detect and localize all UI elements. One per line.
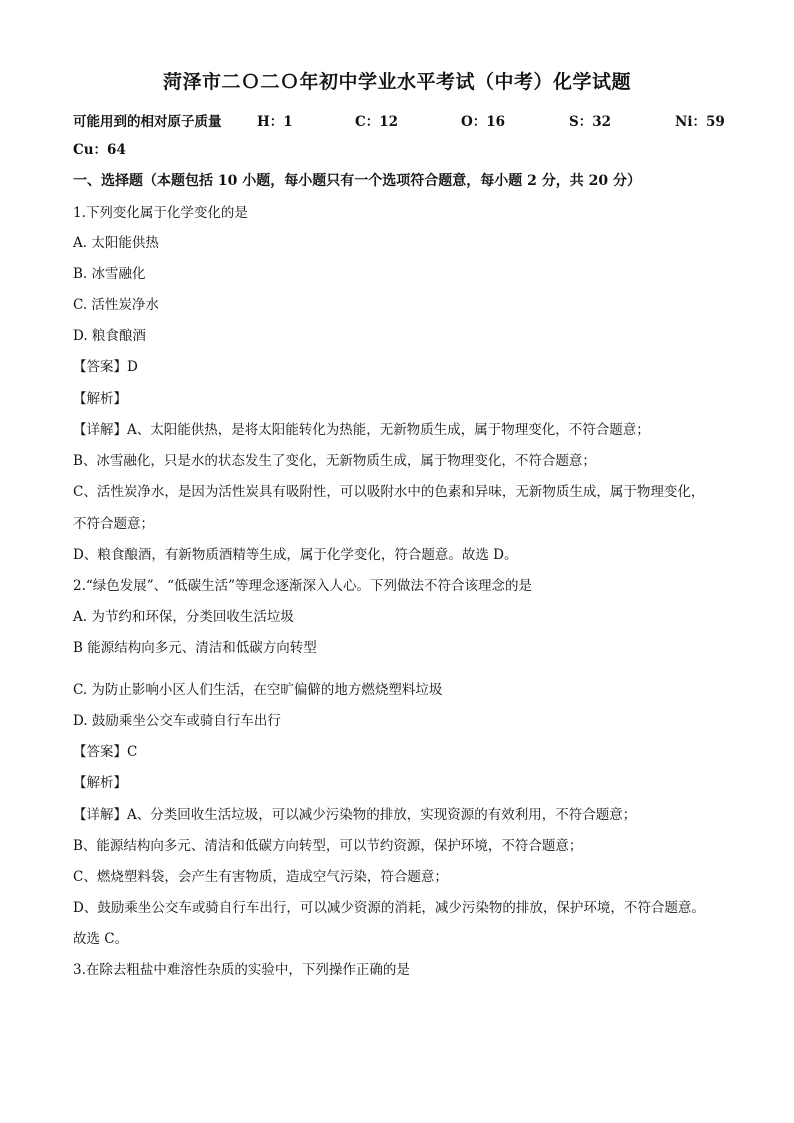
q2-detail-a: 【详解】A、分类回收生活垃圾，可以减少污染物的排放，实现资源的有效利用，不符合题意； — [73, 807, 637, 823]
q2-answer: 【答案】C — [73, 744, 138, 760]
atomic-mass-label: 可能用到的相对原子质量 — [73, 114, 222, 130]
q2-detail-c: C、燃烧塑料袋，会产生有害物质，造成空气污染，符合题意； — [73, 869, 448, 885]
mass-h: H：1 — [257, 114, 293, 130]
q3-stem: 3.在除去粗盐中难溶性杂质的实验中，下列操作正确的是 — [73, 962, 410, 978]
q1-detail-c-cont: 不符合题意； — [73, 516, 154, 532]
q1-detail-c: C、活性炭净水，是因为活性炭具有吸附性，可以吸附水中的色素和异味，无新物质生成，属于物理变化， — [73, 484, 705, 500]
atomic-mass-row — [73, 110, 723, 130]
mass-ni: Ni：59 — [675, 114, 725, 130]
q1-option-a: A. 太阳能供热 — [73, 235, 159, 251]
q2-detail-d: D、鼓励乘坐公交车或骑自行车出行，可以减少资源的消耗，减少污染物的排放，保护环境，不符合题意。 — [73, 900, 705, 916]
q2-conclusion: 故选 C。 — [73, 931, 129, 947]
q2-detail-b: B、能源结构向多元、清洁和低碳方向转型，可以节约资源，保护环境，不符合题意； — [73, 838, 583, 854]
q2-option-a: A. 为节约和环保，分类回收生活垃圾 — [73, 609, 294, 625]
page-title: 菏泽市二Ｏ二Ｏ年初中学业水平考试（中考）化学试题 — [162, 71, 631, 93]
q1-stem: 1.下列变化属于化学变化的是 — [73, 205, 248, 221]
q1-detail-a: 【详解】A、太阳能供热，是将太阳能转化为热能，无新物质生成，属于物理变化，不符合题意； — [73, 422, 650, 438]
q2-option-b: B 能源结构向多元、清洁和低碳方向转型 — [73, 640, 317, 656]
q1-analysis-label: 【解析】 — [73, 391, 127, 407]
q1-detail-b: B、冰雪融化，只是水的状态发生了变化，无新物质生成，属于物理变化，不符合题意； — [73, 453, 596, 469]
q1-option-c: C. 活性炭净水 — [73, 297, 159, 313]
q2-stem: 2.“绿色发展”、“低碳生活”等理念逐渐深入人心。下列做法不符合该理念的是 — [73, 578, 532, 594]
q1-answer: 【答案】D — [73, 359, 138, 375]
q2-analysis-label: 【解析】 — [73, 775, 127, 791]
q1-detail-d: D、粮食酿酒，有新物质酒精等生成，属于化学变化，符合题意。故选 D。 — [73, 547, 518, 563]
q1-option-d: D. 粮食酿酒 — [73, 328, 146, 344]
q2-option-d: D. 鼓励乘坐公交车或骑自行车出行 — [73, 713, 281, 729]
mass-c: C：12 — [355, 114, 399, 130]
mass-cu: Cu：64 — [73, 142, 126, 158]
section-heading: 一、选择题（本题包括 10 小题，每小题只有一个选项符合题意，每小题 2 分，共 20 分） — [73, 173, 641, 189]
q1-option-b: B. 冰雪融化 — [73, 266, 146, 282]
mass-s: S：32 — [569, 114, 612, 130]
q2-option-c: C. 为防止影响小区人们生活，在空旷偏僻的地方燃烧塑料垃圾 — [73, 682, 443, 698]
mass-o: O：16 — [461, 114, 506, 130]
